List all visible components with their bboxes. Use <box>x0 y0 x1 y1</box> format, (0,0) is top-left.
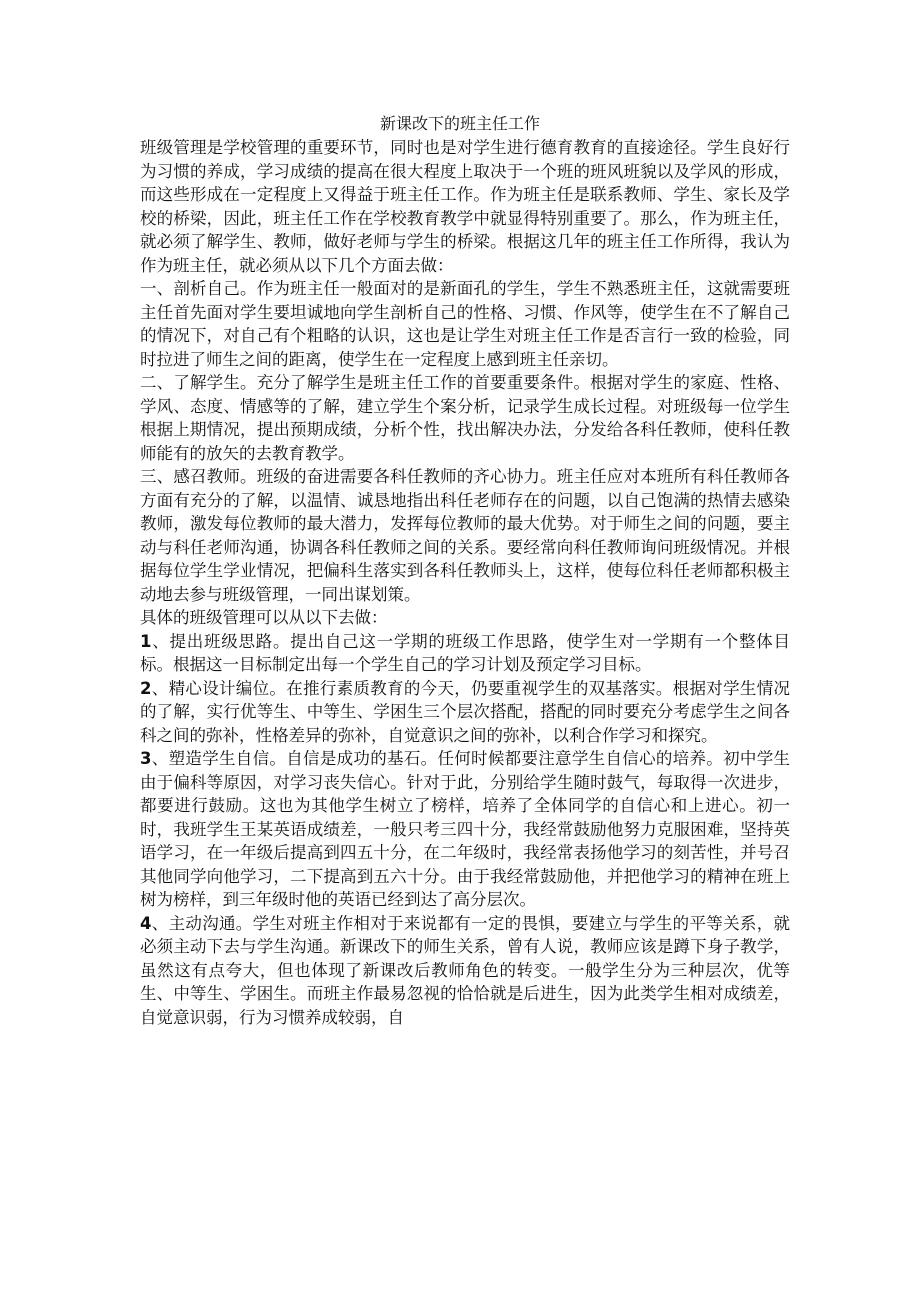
item-number: 2 <box>140 678 152 698</box>
paragraph-text: 班级管理是学校管理的重要环节，同时也是对学生进行德育教育的直接途径。学生良好行为习惯的养成，学习成绩的提高在很大程度上取决于一个班的班风班貌以及学风的形成，而这些形成在一定程度上又得益于班主任工作。作为班主任是联系教师、学生、家长及学校的桥梁，因此，班主任工作在学校教育教学中就显得特别重要了。那么，作为班主任，就必须了解学生、教师，做好老师与学生的桥梁。根据这几年的班主任工作所得，我认为作为班主任，就必须从以下几个方面去做： <box>140 138 790 275</box>
paragraph-text: 、塑造学生自信。自信是成功的基石。任何时候都要注意学生自信心的培养。初中学生由于偏科等原因，对学习丧失信心。针对于此，分别给学生随时鼓气，每取得一次进步，都要进行鼓励。这也为其他学生树立了榜样，培养了全体同学的自信心和上进心。初一时，我班学生王某英语成绩差，一般只考三四十分，我经常鼓励他努力克服困难，坚持英语学习，在一年级后提高到四五十分，在二年级时，我经常表扬他学习的刻苦性，并号召其他同学向他学习，二下提高到五六十分。由于我经常鼓励他，并把他学习的精神在班上树为榜样，到三年级时他的英语已经到达了高分层次。 <box>140 749 790 909</box>
paragraph-intro <box>140 136 790 277</box>
paragraph-item-3 <box>140 747 790 912</box>
paragraph-section-3 <box>140 465 790 606</box>
document-title: 新课改下的班主任工作 <box>379 114 540 133</box>
paragraph-text: 、主动沟通。学生对班主作相对于来说都有一定的畏惧，要建立与学生的平等关系，就必须主动下去与学生沟通。新课改下的师生关系，曾有人说，教师应该是蹲下身子教学，虽然这有点夸大，但也体现了新课改后教师角色的转变。一般学生分为三种层次，优等生、中等生、学困生。而班主作最易忽视的恰恰就是后进生，因为此类学生相对成绩差，自觉意识弱，行为习惯养成较弱，自 <box>140 913 790 1027</box>
paragraph-item-1 <box>140 630 790 677</box>
paragraph-text: 三、感召教师。班级的奋进需要各科任教师的齐心协力。班主任应对本班所有科任教师各方面有充分的了解，以温情、诚恳地指出科任老师存在的问题，以自己饱满的热情去感染教师，激发每位教师的最大潜力，发挥每位教师的最大优势。对于师生之间的问题，要主动与科任老师沟通，协调各科任教师之间的关系。要经常向科任教师询问班级情况。并根据每位学生学业情况，把偏科生落实到各科任教师头上，这样，使每位科任老师都积极主动地去参与班级管理，一同出谋划策。 <box>140 467 790 604</box>
paragraph-text: 二、了解学生。充分了解学生是班主任工作的首要重要条件。根据对学生的家庭、性格、学风、态度、情感等的了解，建立学生个案分析，记录学生成长过程。对班级每一位学生根据上期情况，提出预期成绩，分析个性，找出解决办法，分发给各科任教师，使科任教师能有的放矢的去教育教学。 <box>140 373 790 463</box>
paragraph-item-2 <box>140 677 790 748</box>
paragraph-text: 一、剖析自己。作为班主任一般面对的是新面孔的学生，学生不熟悉班主任，这就需要班主任首先面对学生要坦诚地向学生剖析自己的性格、习惯、作风等，使学生在不了解自己的情况下，对自己有个粗略的认识，这也是让学生对班主任工作是否言行一致的检验，同时拉进了师生之间的距离，使学生在一定程度上感到班主任亲切。 <box>140 279 790 369</box>
paragraph-section-2 <box>140 371 790 465</box>
paragraph-text: 、精心设计编位。在推行素质教育的今天，仍要重视学生的双基落实。根据对学生情况的了解，实行优等生、中等生、学困生三个层次搭配，搭配的同时要充分考虑学生之间各科之间的弥补，性格差异的弥补，自觉意识之间的弥补，以利合作学习和探究。 <box>140 678 790 745</box>
paragraph-section-1 <box>140 277 790 371</box>
document-body <box>140 136 790 1029</box>
paragraph-text: 具体的班级管理可以从以下去做： <box>140 608 388 627</box>
item-number: 1 <box>140 631 152 651</box>
paragraph-item-4 <box>140 912 790 1030</box>
paragraph-lead-in <box>140 606 790 630</box>
item-number: 3 <box>140 749 152 768</box>
item-number: 4 <box>140 913 152 933</box>
paragraph-text: 、提出班级思路。提出自己这一学期的班级工作思路，使学生对一学期有一个整体目标。根据这一目标制定出每一个学生自己的学习计划及预定学习目标。 <box>140 631 790 674</box>
